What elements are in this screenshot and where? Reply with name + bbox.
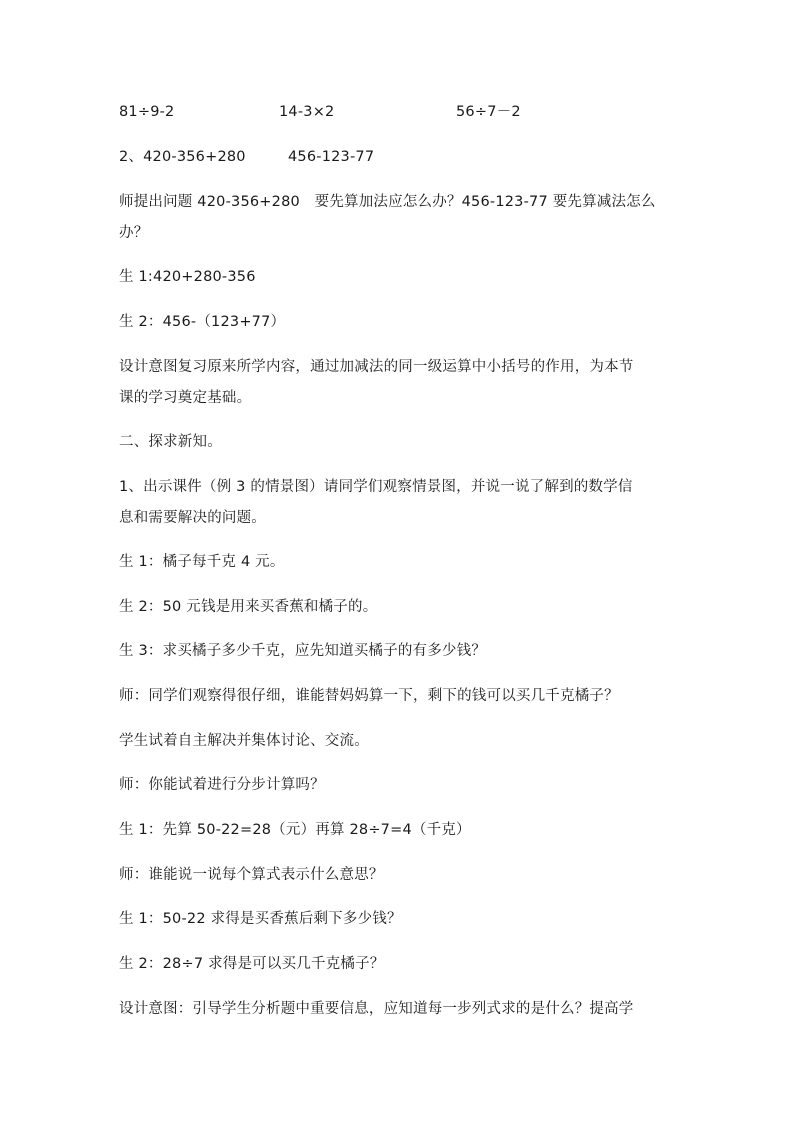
paragraph-line: 办？ [119, 225, 149, 241]
paragraph-line: 师：你能试着进行分步计算吗？ [119, 777, 325, 793]
paragraph-line: 设计意图：引导学生分析题中重要信息，应知道每一步列式求的是什么？提高学 [119, 1001, 634, 1017]
paragraph-line: 生 1：橘子每千克 4 元。 [119, 554, 285, 570]
paragraph-line: 课的学习奠定基础。 [119, 390, 252, 406]
paragraph-line: 生 2：28÷7 求得是可以买几千克橘子？ [119, 956, 385, 972]
paragraph-line: 生 1：先算 50-22=28（元）再算 28÷7=4（千克） [119, 822, 471, 838]
paragraph-line: 生 1：50-22 求得是买香蕉后剩下多少钱？ [119, 911, 402, 927]
paragraph-line: 师：同学们观察得很仔细，谁能替妈妈算一下，剩下的钱可以买几千克橘子？ [119, 688, 619, 704]
paragraph-line: 息和需要解决的问题。 [119, 510, 266, 526]
section-heading: 二、探求新知。 [119, 434, 222, 450]
paragraph-line: 生 3：求买橘子多少千克，应先知道买橘子的有多少钱？ [119, 643, 487, 659]
expression-456: 456-123-77 [288, 149, 375, 165]
paragraph-line: 师提出问题 420-356+280 要先算加法应怎么办？456-123-77 要先算减法怎么 [119, 194, 656, 210]
expression-56-div-7: 56÷7－2 [456, 104, 521, 120]
paragraph-line: 师：谁能说一说每个算式表示什么意思？ [119, 867, 384, 883]
paragraph-line: 学生试着自主解决并集体讨论、交流。 [119, 733, 369, 749]
paragraph-line: 1、出示课件（例 3 的情景图）请同学们观察情景图，并说一说了解到的数学信 [119, 479, 633, 495]
expression-14-minus: 14-3×2 [279, 104, 335, 120]
expression-420: 2、420-356+280 [119, 149, 246, 165]
paragraph-line: 生 1:420+280-356 [119, 269, 256, 285]
paragraph-line: 设计意图复习原来所学内容，通过加减法的同一级运算中小括号的作用，为本节 [119, 359, 634, 375]
paragraph-line: 生 2：456-（123+77） [119, 314, 286, 330]
expression-81-div-9: 81÷9-2 [119, 104, 175, 120]
paragraph-line: 生 2：50 元钱是用来买香蕉和橘子的。 [119, 599, 378, 615]
